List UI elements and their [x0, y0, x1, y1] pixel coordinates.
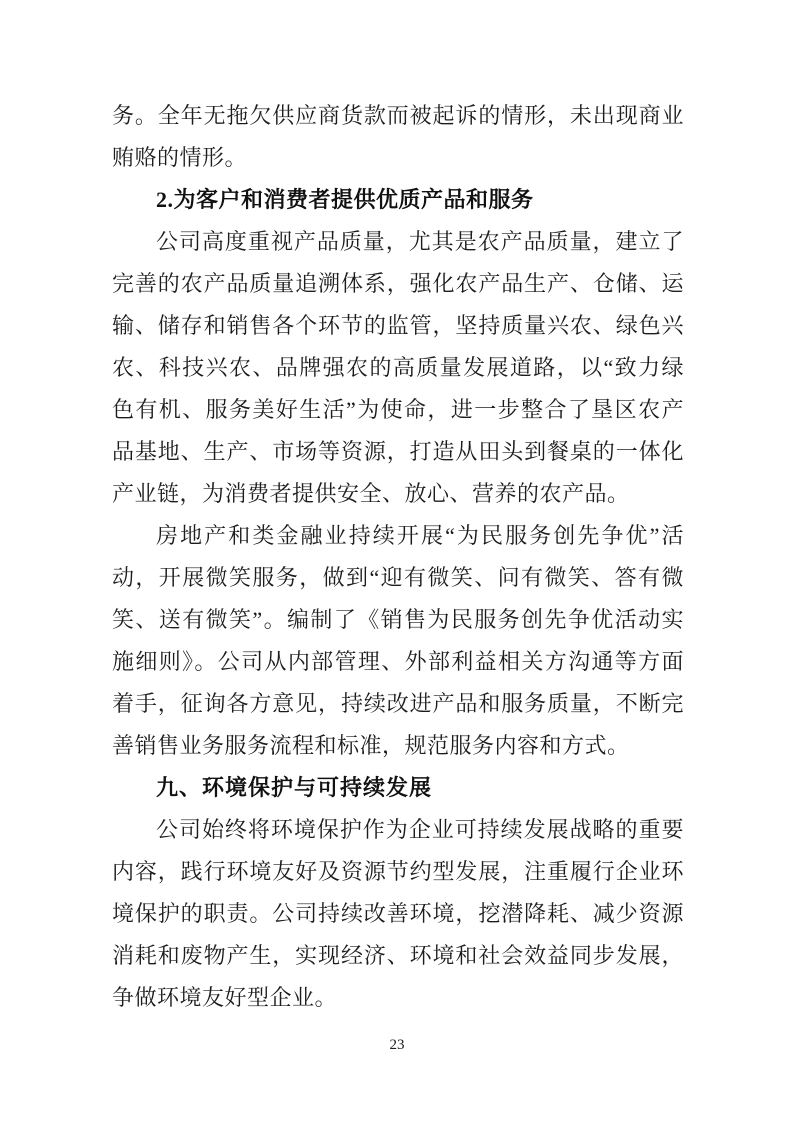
paragraph-service-smile: 房地产和类金融业持续开展“为民服务创先争优”活动，开展微笑服务，做到“迎有微笑、问有微笑、答有微笑、送有微笑”。编制了《销售为民服务创先争优活动实施细则》。公司从内部管理、外部利益相关方沟通等方面着手，征询各方意见，持续改进产品和服务质量，不断完善销售业务服务流程和标准，规范服务内容和方式。: [112, 523, 684, 758]
page-footer: [0, 1036, 794, 1054]
subheading-products-and-services: 2.为客户和消费者提供优质产品和服务: [156, 187, 534, 212]
paragraph-product-quality: 公司高度重视产品质量，尤其是农产品质量，建立了完善的农产品质量追溯体系，强化农产品生产、仓储、运输、储存和销售各个环节的监管，坚持质量兴农、绿色兴农、科技兴农、品牌强农的高质量发展道路，以“致力绿色有机、服务美好生活”为使命，进一步整合了垦区农产品基地、生产、市场等资源，打造从田头到餐桌的一体化产业链，为消费者提供安全、放心、营养的农产品。: [112, 229, 684, 506]
paragraph-environment-sustainability: 公司始终将环境保护作为企业可持续发展战略的重要内容，践行环境友好及资源节约型发展，注重履行企业环境保护的职责。公司持续改善环境，挖潜降耗、减少资源消耗和废物产生，实现经济、环境和社会效益同步发展，争做环境友好型企业。: [112, 817, 684, 1010]
paragraph-continuation-supplier: 务。全年无拖欠供应商货款而被起诉的情形，未出现商业贿赂的情形。: [112, 103, 684, 170]
heading-environment-protection: 九、环境保护与可持续发展: [156, 775, 433, 800]
document-body: [112, 95, 684, 1019]
page-number: 23: [389, 1037, 405, 1053]
